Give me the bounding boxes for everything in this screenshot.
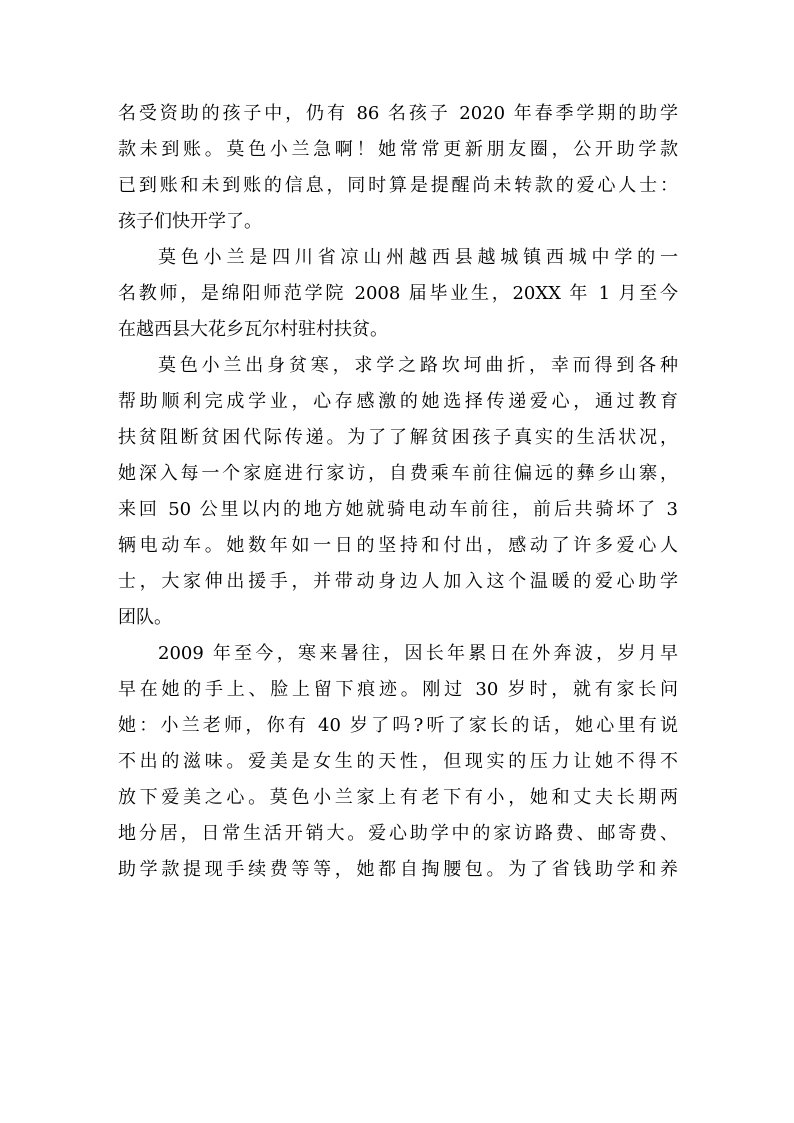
text-line: 士，大家伸出援手，并带动身边人加入这个温暖的爱心助学 [118,571,678,592]
text-line: 地分居，日常生活开销大。爱心助学中的家访路费、邮寄费、 [118,823,678,844]
text-line: 放下爱美之心。莫色小兰家上有老下有小，她和丈夫长期两 [118,787,678,808]
text-line: 帮助顺利完成学业，心存感激的她选择传递爱心，通过教育 [118,391,678,412]
text-line: 孩子们快开学了。 [118,211,262,232]
paragraph-1 [118,96,678,240]
text-line: 她：小兰老师，你有 40 岁了吗?听了家长的话，她心里有说 [118,715,678,736]
text-line: 助学款提现手续费等等，她都自掏腰包。为了省钱助学和养 [118,859,678,880]
text-line: 名受资助的孩子中，仍有 86 名孩子 2020 年春季学期的助学 [118,103,678,124]
text-line: 莫色小兰是四川省凉山州越西县越城镇西城中学的一 [158,247,678,268]
text-line: 在越西县大花乡瓦尔村驻村扶贫。 [118,319,388,340]
document-page [118,96,678,888]
text-line: 团队。 [118,607,172,628]
text-line: 不出的滋味。爱美是女生的天性，但现实的压力让她不得不 [118,751,678,772]
text-line: 辆电动车。她数年如一日的坚持和付出，感动了许多爱心人 [118,535,678,556]
text-line: 她深入每一个家庭进行家访，自费乘车前往偏远的彝乡山寨， [118,463,678,484]
text-line: 名教师，是绵阳师范学院 2008 届毕业生，20XX 年 1 月至今 [118,283,678,304]
paragraph-3 [118,348,678,636]
text-line: 2009 年至今，寒来暑往，因长年累日在外奔波，岁月早 [158,643,678,664]
text-line: 扶贫阻断贫困代际传递。为了了解贫困孩子真实的生活状况， [118,427,678,448]
text-line: 来回 50 公里以内的地方她就骑电动车前往，前后共骑坏了 3 [118,499,678,520]
paragraph-4 [118,636,678,888]
text-line: 款未到账。莫色小兰急啊！她常常更新朋友圈，公开助学款 [118,139,678,160]
text-line: 已到账和未到账的信息，同时算是提醒尚未转款的爱心人士： [118,175,678,196]
text-line: 早在她的手上、脸上留下痕迹。刚过 30 岁时，就有家长问 [118,679,678,700]
paragraph-2 [118,240,678,348]
text-line: 莫色小兰出身贫寒，求学之路坎坷曲折，幸而得到各种 [158,355,678,376]
